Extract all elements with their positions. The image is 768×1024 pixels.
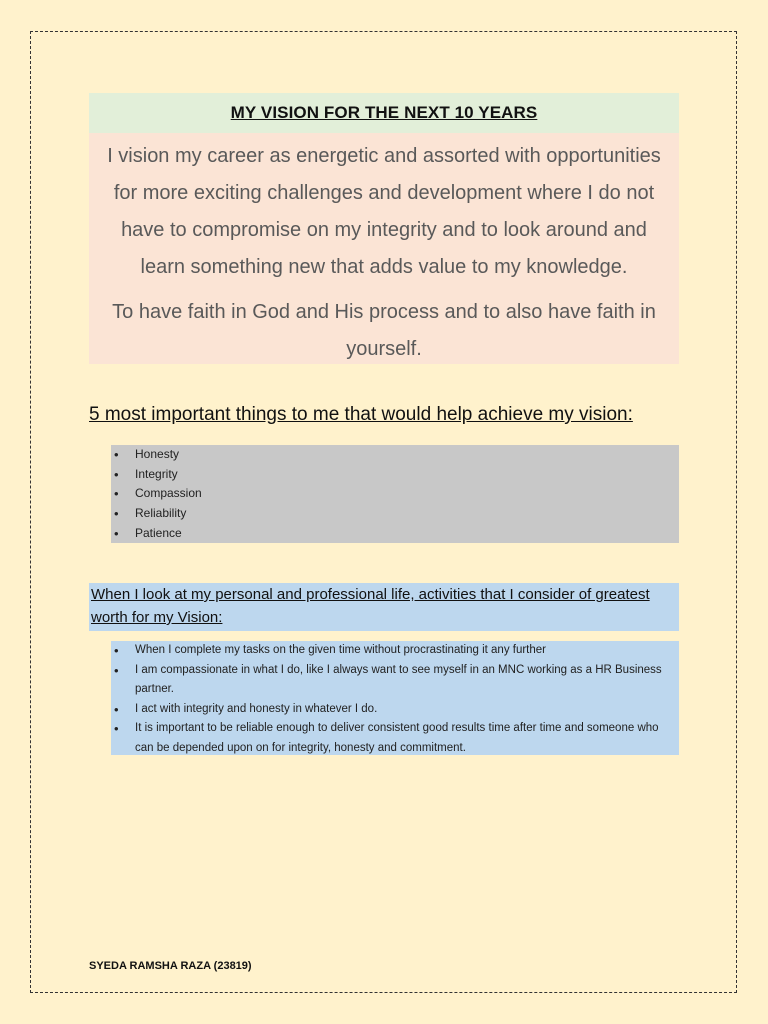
important-things-heading: 5 most important things to me that would help achieve my vision: xyxy=(89,404,633,425)
vision-paragraph-career: I vision my career as energetic and assorted with opportunities for more exciting challenges and development where I do not have to compromise on my integrity and to look around and learn something new that adds value to my knowledge. xyxy=(107,145,661,278)
list-item: • Compassion xyxy=(111,484,679,504)
activities-list-box xyxy=(111,641,679,755)
activities-heading-box xyxy=(89,583,679,631)
list-item: • Reliability xyxy=(111,504,679,524)
list-item: • Honesty xyxy=(111,445,679,465)
list-item: • When I complete my tasks on the given time without procrastinating it any further xyxy=(111,641,679,661)
list-item: • Integrity xyxy=(111,465,679,485)
vision-paragraph-faith: To have faith in God and His process and to also have faith in yourself. xyxy=(112,301,656,360)
activities-heading: When I look at my personal and professional life, activities that I consider of greatest worth for my Vision: xyxy=(91,586,650,626)
list-item: • It is important to be reliable enough to deliver consistent good results time after time and someone who can be depended upon on for integrity, honesty and commitment. xyxy=(111,719,679,758)
author-name: SYEDA RAMSHA RAZA (23819) xyxy=(89,960,252,972)
values-list-box xyxy=(111,445,679,543)
values-list xyxy=(111,445,679,544)
vision-title: MY VISION FOR THE NEXT 10 YEARS xyxy=(230,103,538,122)
vision-title-box xyxy=(89,93,679,133)
activities-list xyxy=(111,641,679,758)
list-item: • Patience xyxy=(111,524,679,544)
list-item: • I act with integrity and honesty in whatever I do. xyxy=(111,700,679,720)
list-item: • I am compassionate in what I do, like I always want to see myself in an MNC working as a HR Business partner. xyxy=(111,661,679,700)
vision-statement xyxy=(89,133,679,364)
